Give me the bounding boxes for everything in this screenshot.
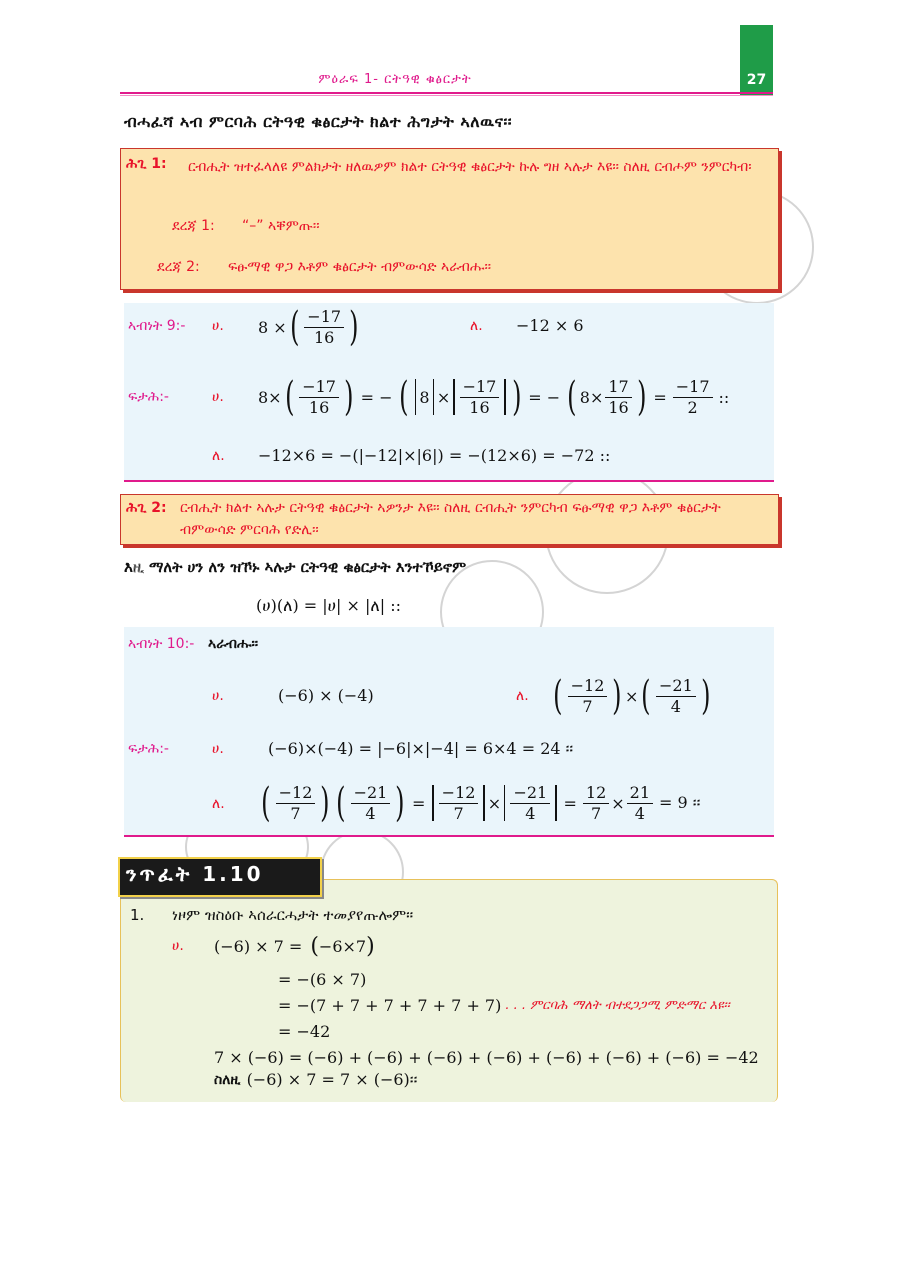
rule1-label: ሕጊ 1: [126,156,167,172]
rule2-label: ሕጊ 2: [126,500,167,516]
activity-line2: = −(6 × 7) [278,970,367,989]
rule1-step1-label: ደረጃ 1: [172,218,215,234]
chapter-title: ምዕራፍ 1- ርትዓዊ ቁፅርታት [318,72,472,87]
example10-part-a: ሀ. [212,688,224,704]
example9-solution-a: ሀ. [212,389,224,405]
mid-formula: (ሀ)(ለ) = |ሀ| × |ለ| :: [256,596,402,615]
activity-line4: = −42 [278,1022,331,1041]
example10-solution-a-expr: (−6)×(−4) = |−6|×|−4| = 6×4 = 24 ፡፡ [268,739,574,758]
example10-part-b: ለ. [516,688,529,704]
activity-title: ንጥፈት 1.10 [126,862,264,886]
activity-line1: (−6) × 7 = ( −6×7 ) [214,934,375,959]
rule1-text: ርብሒት ዝተፈላለዩ ምልክታት ዘለዉዎም ክልተ ርትዓዊ ቁፅርታት ኩሉ ግዘ ኣሉታ እዩ፡፡ ስለዚ ርብሖም ንምርካብ፡ [188,159,752,175]
example10-solution-label: ፍታሕ:- [128,741,169,757]
example10-b-expr: ( $\frac{-12}{7}$ ) × ( $\frac{-21}{4}$ ) [553,673,711,719]
activity-line3: = −(7 + 7 + 7 + 7 + 7 + 7) . . . ምርባሕ ማለት ብተደጋጋሚ ምድማር እዩ፡፡ [278,996,730,1015]
activity-item-number: 1. [130,906,145,924]
intro-text: ብሓፈሻ ኣብ ምርባሕ ርትዓዊ ቁፅርታት ክልተ ሕግታት ኣለዉና፡፡ [124,112,513,131]
example9-label: ኣብነት 9:- [128,318,186,334]
activity-line6: ስለዚ (−6) × 7 = 7 × (−6)፡፡ [214,1070,418,1089]
header-rule [120,92,773,94]
example9-part-a: ሀ. [212,318,224,334]
example10-instruction: ኣራብሑ፡፡ [208,636,259,652]
rule1-step2-text: ፍፁማዊ ዋጋ እቶም ቁፅርታት ብምውሳድ ኣራብሑ፡፡ [228,259,492,275]
rule1-step2-label: ደረጃ 2: [157,259,200,275]
example9-b-expr: −12 × 6 [516,316,584,335]
page-number: 27 [746,72,767,88]
example10-label: ኣብነት 10:- [128,636,195,652]
example10-a-expr: (−6) × (−4) [278,686,374,705]
rule1-step1-text: “–” ኣቐምጡ፡፡ [242,218,320,234]
mid-text: እዚ ማለት ሀን ለን ዝኾኑ ኣሉታ ርትዓዊ ቁፅርታት እንተኾይኖም [124,558,467,576]
example9-a-expr: 8 × ( $\frac{-17}{16}$ ) [258,304,359,350]
example9-solution-label: ፍታሕ:- [128,389,169,405]
rule2-text: ርብሒት ክልተ ኣሉታ ርትዓዊ ቁፅርታት ኣዎንታ እዩ፡፡ ስለዚ ርብሒት ንምርካብ ፍፁማዊ ዋጋ እቶም ቁፅርታት ብምውሳድ ምርባሕ የድሊ፡፡ [180,500,721,538]
example9-solution-b: ለ. [212,448,225,464]
activity-sub-label: ሀ. [172,938,184,954]
example10-solution-b-expr: ( $\frac{-12}{7}$ ) ( $\frac{-21}{4}$ ) = $\frac{-12}{7}$ × $\frac{-21}{4}$ = $\frac{12}{7}$ × $\frac{21}{4}$ = 9 ፡፡ [261,780,701,826]
example10-solution-b: ለ. [212,796,225,812]
example9-part-b: ለ. [470,318,483,334]
example9-solution-a-expr: 8× ( $\frac{-17}{16}$ ) = − ( 8 × $\frac{-17}{16}$ ) = − ( 8× $\frac{17}{16}$ ) = $\frac{-17}{2}$ :: [258,374,730,420]
activity-line5: 7 × (−6) = (−6) + (−6) + (−6) + (−6) + (−6) + (−6) + (−6) = −42 [214,1048,759,1067]
example10-solution-a: ሀ. [212,741,224,757]
activity-item-text: ነዞም ዝስዕቡ ኣሰራርሓታት ተመያየጡሎም፡፡ [172,906,414,924]
example9-solution-b-expr: −12×6 = −(|−12|×|6|) = −(12×6) = −72 :: [258,446,611,465]
header-rule-shadow [120,95,773,96]
